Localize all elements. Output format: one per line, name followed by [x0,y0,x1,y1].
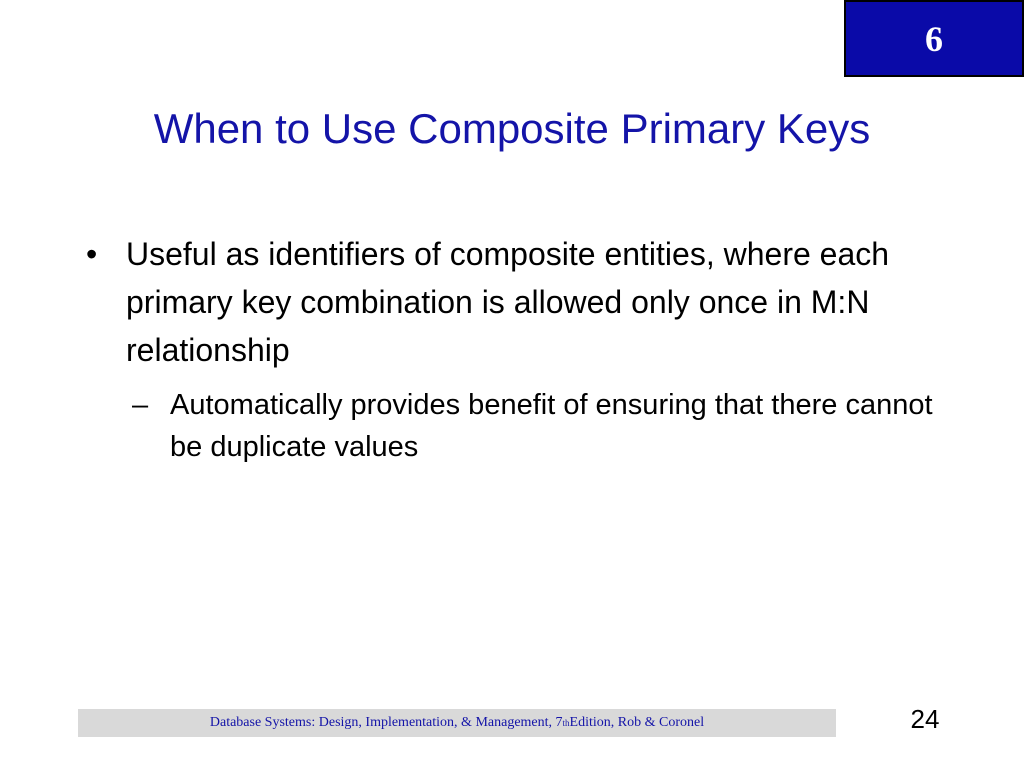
chapter-number: 6 [925,18,943,59]
slide-content [86,230,956,468]
sub-bullet-text: Automatically provides benefit of ensuring that there cannot be duplicate values [170,389,933,463]
bullet-item [86,230,956,374]
slide-title: When to Use Composite Primary Keys [153,105,871,152]
bullet-marker: • [86,236,98,272]
footer-text-before: Database Systems: Design, Implementation, & Management, 7 [209,715,563,730]
bullet-text: Useful as identifiers of composite entities, where each primary key combination is allowed only once in M:N relationship [126,236,890,368]
sub-bullet-marker: – [132,389,149,421]
footer-citation: Database Systems: Design, Implementation, & Management, 7 th Edition, Rob & Coronel [78,709,836,737]
footer-text-after: Edition, Rob & Coronel [569,715,705,730]
sub-bullet-item [132,384,956,468]
chapter-number-box [844,0,1024,77]
page-number: 24 [910,704,940,734]
